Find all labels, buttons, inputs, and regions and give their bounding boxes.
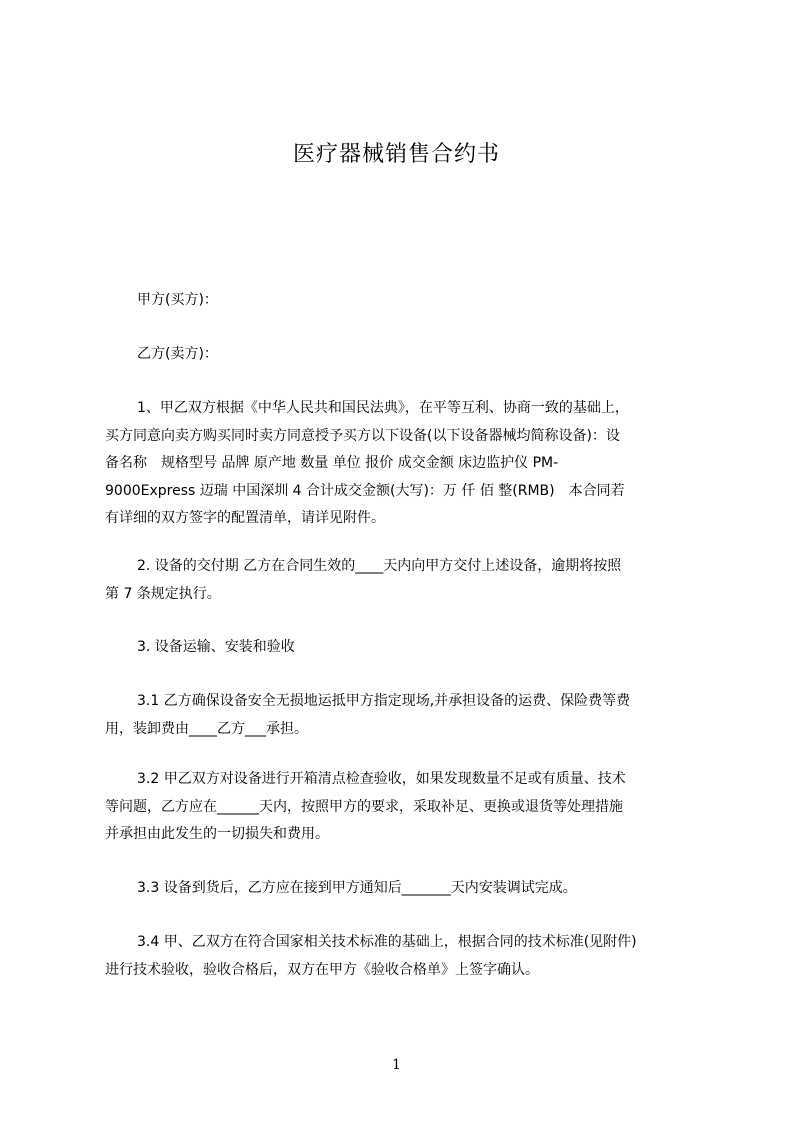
party-b-text: 乙方(卖方)： (137, 346, 218, 362)
document-title: 医疗器械销售合约书 (292, 142, 500, 167)
party-a-label (105, 287, 707, 315)
clause-1-line-3: 备名称 规格型号 品牌 原产地 数量 单位 报价 成交金额 床边监护仪 PM- (105, 455, 559, 471)
clause-2-line-2: 第 7 条规定执行。 (105, 585, 221, 602)
clause-3-2-line-3: 并承担由此发生的一切损失和费用。 (105, 826, 329, 842)
clause-3-4 (105, 929, 707, 984)
clause-3-1-line-1: 3.1 乙方确保设备安全无损地运抵甲方指定现场,并承担设备的运费、保险费等费 (137, 693, 631, 709)
clause-3-text: 3. 设备运输、安装和验收 (137, 639, 295, 655)
clause-3-heading (105, 634, 707, 662)
clause-3-4-line-2: 进行技术验收，验收合格后，双方在甲方《验收合格单》上签字确认。 (105, 961, 539, 978)
page-number: 1 (392, 1057, 401, 1073)
clause-3-2-line-2: 等问题，乙方应在______天内，按照甲方的要求，采取补足、更换或退货等处理措施 (105, 798, 623, 815)
clause-2 (105, 553, 707, 608)
party-b-label (105, 341, 707, 369)
clause-3-3 (105, 875, 707, 903)
clause-3-2-line-1: 3.2 甲乙双方对设备进行开箱清点检查验收，如果发现数量不足或有质量、技术 (137, 771, 626, 787)
clause-1 (105, 395, 707, 533)
clause-3-4-line-1: 3.4 甲、乙双方在符合国家相关技术标准的基础上，根据合同的技术标准(见附件) (137, 934, 637, 950)
clause-3-2 (105, 766, 707, 849)
clause-1-line-4: 9000Express 迈瑞 中国深圳 4 合计成交金额(大写)：万 仟 佰 整(RMB) 本合同若 (105, 482, 625, 499)
party-a-text: 甲方(买方)： (137, 292, 218, 308)
clause-1-line-2: 买方同意向卖方购买同时卖方同意授予买方以下设备(以下设备器械均简称设备)：设 (105, 427, 620, 444)
clause-3-3-text: 3.3 设备到货后，乙方应在接到甲方通知后_______天内安装调试完成。 (137, 880, 577, 896)
clause-1-line-5: 有详细的双方签字的配置清单，请详见附件。 (105, 510, 385, 526)
clause-3-1-line-2: 用，装卸费由____乙方___承担。 (105, 720, 308, 737)
clause-1-line-1: 1、甲乙双方根据《中华人民共和国民法典》，在平等互利、协商一致的基础上， (137, 400, 629, 416)
clause-3-1 (105, 688, 707, 743)
clause-2-line-1: 2. 设备的交付期 乙方在合同生效的____天内向甲方交付上述设备，逾期将按照 (137, 558, 622, 574)
